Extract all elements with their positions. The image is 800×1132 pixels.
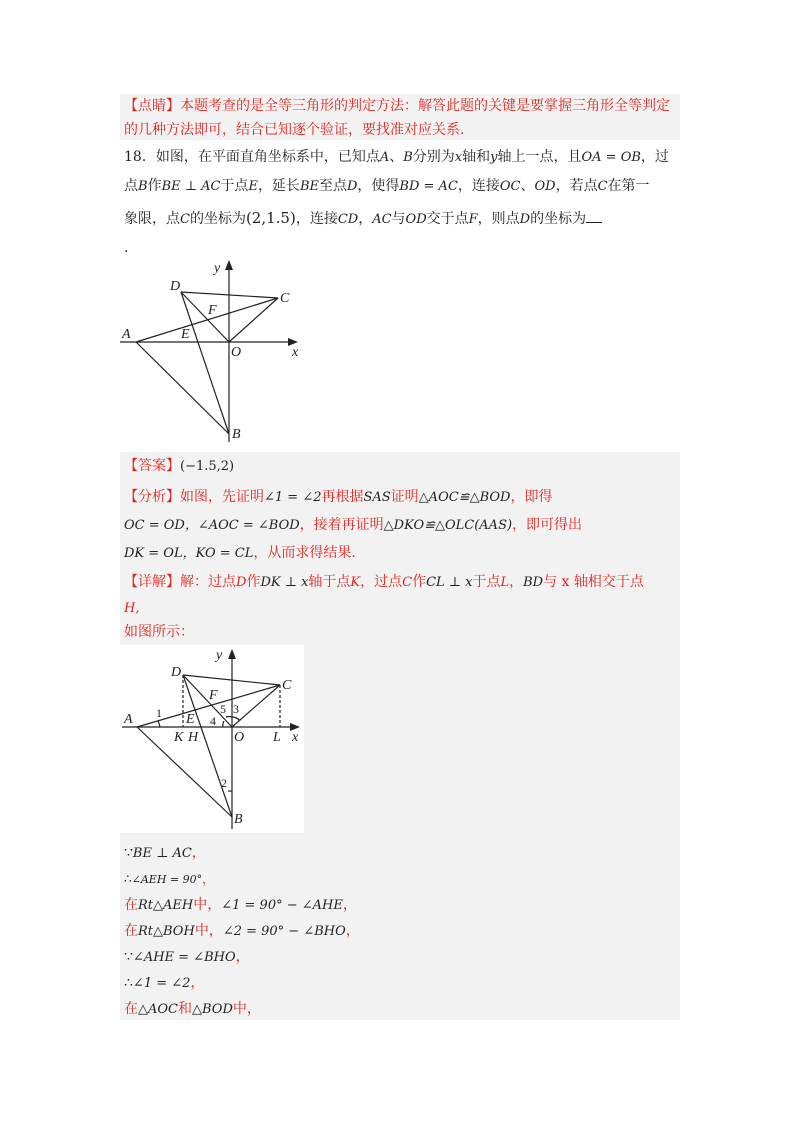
answer-tag: 【答案】: [124, 458, 180, 474]
dianjing-tag: 【点睛】: [124, 98, 180, 114]
label-H: H: [188, 730, 199, 745]
label-D: D: [171, 665, 182, 680]
label-O: O: [234, 730, 245, 745]
figure-1: [118, 256, 318, 456]
angle-label-3: 3: [233, 702, 239, 716]
answer-value: (−1.5,2): [180, 459, 235, 474]
label-B: B: [232, 427, 241, 442]
xiangjie-line-2: H,: [124, 601, 140, 616]
label-F: F: [209, 688, 218, 703]
label-y: y: [216, 648, 223, 663]
fenxi-line-3: DK = OL，KO = CL，从而求得结果.: [124, 545, 356, 561]
fenxi-line-2: OC = OD，∠AOC = ∠BOD，接着再证明△DKO≌△OLC(AAS)，即可得出: [124, 517, 583, 533]
label-A: A: [124, 712, 133, 727]
xiangjie-line-1: 【详解】解：过点D作DK ⊥ x轴于点K，过点C作CL ⊥ x于点L，BD与 x 轴相交于点: [124, 574, 644, 590]
angle-label-1: 1: [156, 706, 162, 720]
dianjing-line-2: 的几种方法即可，结合已知逐个验证，要找准对应关系.: [124, 122, 465, 138]
proof-line-4: 在Rt△BOH中，∠2 = 90° − ∠BHO，: [124, 923, 360, 939]
label-x: x: [292, 345, 299, 360]
fenxi-line-1: 【分析】如图，先证明∠1 = ∠2再根据SAS证明△AOC≌△BOD，即得: [124, 489, 553, 505]
problem-line-4: .: [124, 240, 129, 256]
label-F: F: [208, 303, 217, 318]
label-B: B: [234, 812, 243, 827]
label-K: K: [174, 730, 184, 745]
xiangjie-line-3: 如图所示：: [124, 624, 194, 640]
proof-line-6: ∴∠1 = ∠2，: [124, 975, 205, 991]
label-L: L: [273, 730, 281, 745]
xiangjie-tag: 【详解】: [124, 574, 180, 590]
label-A: A: [122, 327, 131, 342]
label-E: E: [186, 712, 195, 727]
fenxi-tag: 【分析】: [124, 489, 180, 505]
problem-line-3: 象限，点C的坐标为(2,1.5)，连接CD，AC与OD交于点F，则点D的坐标为: [124, 208, 602, 230]
proof-line-3: 在Rt△AEH中，∠1 = 90° − ∠AHE，: [124, 897, 357, 913]
problem-line-2: 点B作BE ⊥ AC于点E，延长BE至点D，使得BD = AC，连接OC、OD，若点C在第一: [124, 178, 650, 194]
label-C: C: [282, 678, 292, 693]
angle-label-2: 2: [221, 776, 227, 790]
proof-line-2: ∴∠AEH = 90°，: [124, 872, 215, 886]
label-E: E: [181, 327, 190, 342]
proof-line-1: ∵BE ⊥ AC，: [124, 845, 206, 861]
label-x: x: [292, 730, 299, 745]
answer-line: [124, 456, 234, 477]
answer-blank: [586, 212, 602, 223]
label-C: C: [280, 291, 290, 306]
label-O: O: [231, 345, 242, 360]
problem-line-1: 18．如图，在平面直角坐标系中，已知点A、B分别为x轴和y轴上一点，且OA = OB，过: [124, 149, 669, 165]
dianjing-line-1: 【点睛】本题考查的是全等三角形的判定方法：解答此题的关键是要掌握三角形全等判定: [124, 98, 670, 114]
angle-label-4: 4: [210, 714, 216, 728]
figure-2: [120, 645, 304, 833]
angle-label-5: 5: [220, 702, 226, 716]
label-D: D: [170, 279, 181, 294]
proof-line-7: 在△AOC和△BOD中，: [124, 1001, 261, 1017]
label-y: y: [214, 261, 221, 276]
proof-line-5: ∵∠AHE = ∠BHO，: [124, 949, 250, 965]
